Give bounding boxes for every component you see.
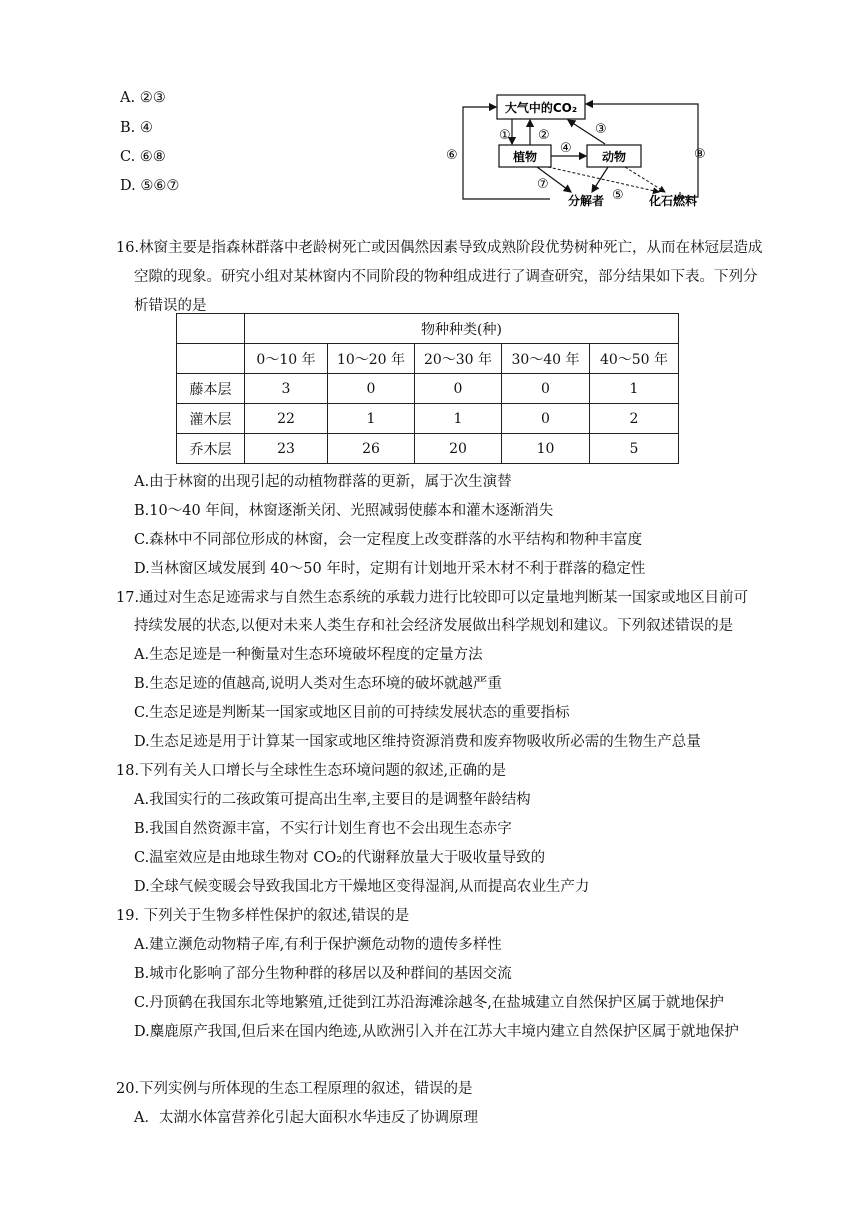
table-row — [177, 374, 679, 404]
layer-name: 乔木层 — [177, 434, 245, 464]
q15-option-d: D. ⑤⑥⑦ — [120, 178, 180, 194]
table-cell: 2 — [590, 404, 679, 434]
label-3: ③ — [595, 122, 607, 137]
q15-option-a: A. ②③ — [120, 90, 166, 106]
table-cell: 3 — [245, 374, 328, 404]
fossil-fuel-label: 化石燃料 — [648, 194, 698, 208]
q19-stem: 19. 下列关于生物多样性保护的叙述,错误的是 — [116, 908, 410, 924]
q19-choice-b: B.城市化影响了部分生物种群的移居以及种群间的基因交流 — [134, 966, 512, 982]
q16-choice-d: D.当林窗区域发展到 40～50 年时，定期有计划地开采木材不利于群落的稳定性 — [134, 561, 646, 577]
species-table — [176, 313, 679, 464]
table-cell: 23 — [245, 434, 328, 464]
q16-choice-b: B.10～40 年间，林窗逐渐关闭、光照减弱使藤本和灌木逐渐消失 — [134, 503, 554, 519]
table-corner-2 — [177, 344, 245, 374]
table-cell: 10 — [502, 434, 590, 464]
table-cell: 26 — [328, 434, 415, 464]
label-5: ⑤ — [612, 188, 624, 203]
q15-option-b: B. ④ — [120, 120, 153, 136]
q16-stem-line-2: 空隙的现象。研究小组对某林窗内不同阶段的物种组成进行了调查研究，部分结果如下表。下列分 — [134, 269, 758, 285]
label-1: ① — [499, 128, 511, 143]
table-cell: 20 — [415, 434, 502, 464]
atmosphere-label: 大气中的CO₂ — [504, 101, 578, 115]
carbon-cycle-diagram — [440, 88, 730, 216]
period-header: 40～50 年 — [590, 344, 679, 374]
q17-choice-b: B.生态足迹的值越高,说明人类对生态环境的破坏就越严重 — [134, 676, 502, 692]
table-cell: 0 — [502, 404, 590, 434]
label-8: ⑧ — [694, 147, 706, 162]
q19-choice-c: C.丹顶鹤在我国东北等地繁殖,迁徙到江苏沿海滩涂越冬,在盐城建立自然保护区属于就地保护 — [134, 995, 724, 1011]
period-header: 20～30 年 — [415, 344, 502, 374]
table-cell: 0 — [328, 374, 415, 404]
label-4: ④ — [560, 141, 572, 156]
q17-choice-a: A.生态足迹是一种衡量对生态环境破坏程度的定量方法 — [134, 647, 483, 663]
q18-choice-a: A.我国实行的二孩政策可提高出生率,主要目的是调整年龄结构 — [134, 792, 531, 808]
table-cell: 1 — [415, 404, 502, 434]
table-header: 物种种类(种) — [245, 314, 679, 344]
q16-stem-line-1: 16.林窗主要是指森林群落中老龄树死亡或因偶然因素导致成熟阶段优势树种死亡，从而在林冠层造成 — [116, 240, 763, 256]
period-header: 0～10 年 — [245, 344, 328, 374]
q17-choice-d: D.生态足迹是用于计算某一国家或地区维持资源消费和废弃物吸收所必需的生物生产总量 — [134, 734, 701, 750]
layer-name: 藤本层 — [177, 374, 245, 404]
animals-label: 动物 — [601, 150, 627, 164]
q16-choice-c: C.森林中不同部位形成的林窗，会一定程度上改变群落的水平结构和物种丰富度 — [134, 532, 643, 548]
table-cell: 22 — [245, 404, 328, 434]
q17-stem-line-1: 17.通过对生态足迹需求与自然生态系统的承载力进行比较即可以定量地判断某一国家或地区目前可 — [116, 590, 749, 606]
table-cell: 1 — [328, 404, 415, 434]
decomposers-label: 分解者 — [567, 194, 605, 208]
q18-choice-b: B.我国自然资源丰富，不实行计划生育也不会出现生态赤字 — [134, 821, 512, 837]
label-7: ⑦ — [537, 177, 549, 192]
layer-name: 灌木层 — [177, 404, 245, 434]
q18-stem: 18.下列有关人口增长与全球性生态环境问题的叙述,正确的是 — [116, 763, 507, 779]
q16-stem-line-3: 析错误的是 — [134, 298, 207, 314]
label-6: ⑥ — [446, 148, 458, 163]
label-2: ② — [538, 128, 550, 143]
q19-choice-a: A.建立濒危动物精子库,有利于保护濒危动物的遗传多样性 — [134, 937, 502, 953]
q20-stem: 20.下列实例与所体现的生态工程原理的叙述，错误的是 — [116, 1081, 473, 1097]
q20-choice-a: A．太湖水体富营养化引起大面积水华违反了协调原理 — [134, 1110, 478, 1126]
q17-stem-line-2: 持续发展的状态,以便对未来人类生存和社会经济发展做出科学规划和建议。下列叙述错误的是 — [134, 618, 734, 634]
period-header: 30～40 年 — [502, 344, 590, 374]
table-cell: 0 — [502, 374, 590, 404]
q19-choice-d: D.麋鹿原产我国,但后来在国内绝迹,从欧洲引入并在江苏大丰境内建立自然保护区属于就地保护 — [134, 1024, 739, 1040]
table-row — [177, 434, 679, 464]
table-cell: 5 — [590, 434, 679, 464]
q17-choice-c: C.生态足迹是判断某一国家或地区目前的可持续发展状态的重要指标 — [134, 705, 570, 721]
table-row — [177, 404, 679, 434]
q16-choice-a: A.由于林窗的出现引起的动植物群落的更新，属于次生演替 — [134, 474, 512, 490]
q18-choice-d: D.全球气候变暖会导致我国北方干燥地区变得湿润,从而提高农业生产力 — [134, 879, 590, 895]
table-cell: 0 — [415, 374, 502, 404]
plants-label: 植物 — [512, 150, 538, 164]
table-corner — [177, 314, 245, 344]
period-header: 10～20 年 — [328, 344, 415, 374]
table-cell: 1 — [590, 374, 679, 404]
q18-choice-c: C.温室效应是由地球生物对 CO₂的代谢释放量大于吸收量导致的 — [134, 850, 546, 866]
q15-option-c: C. ⑥⑧ — [120, 149, 166, 165]
